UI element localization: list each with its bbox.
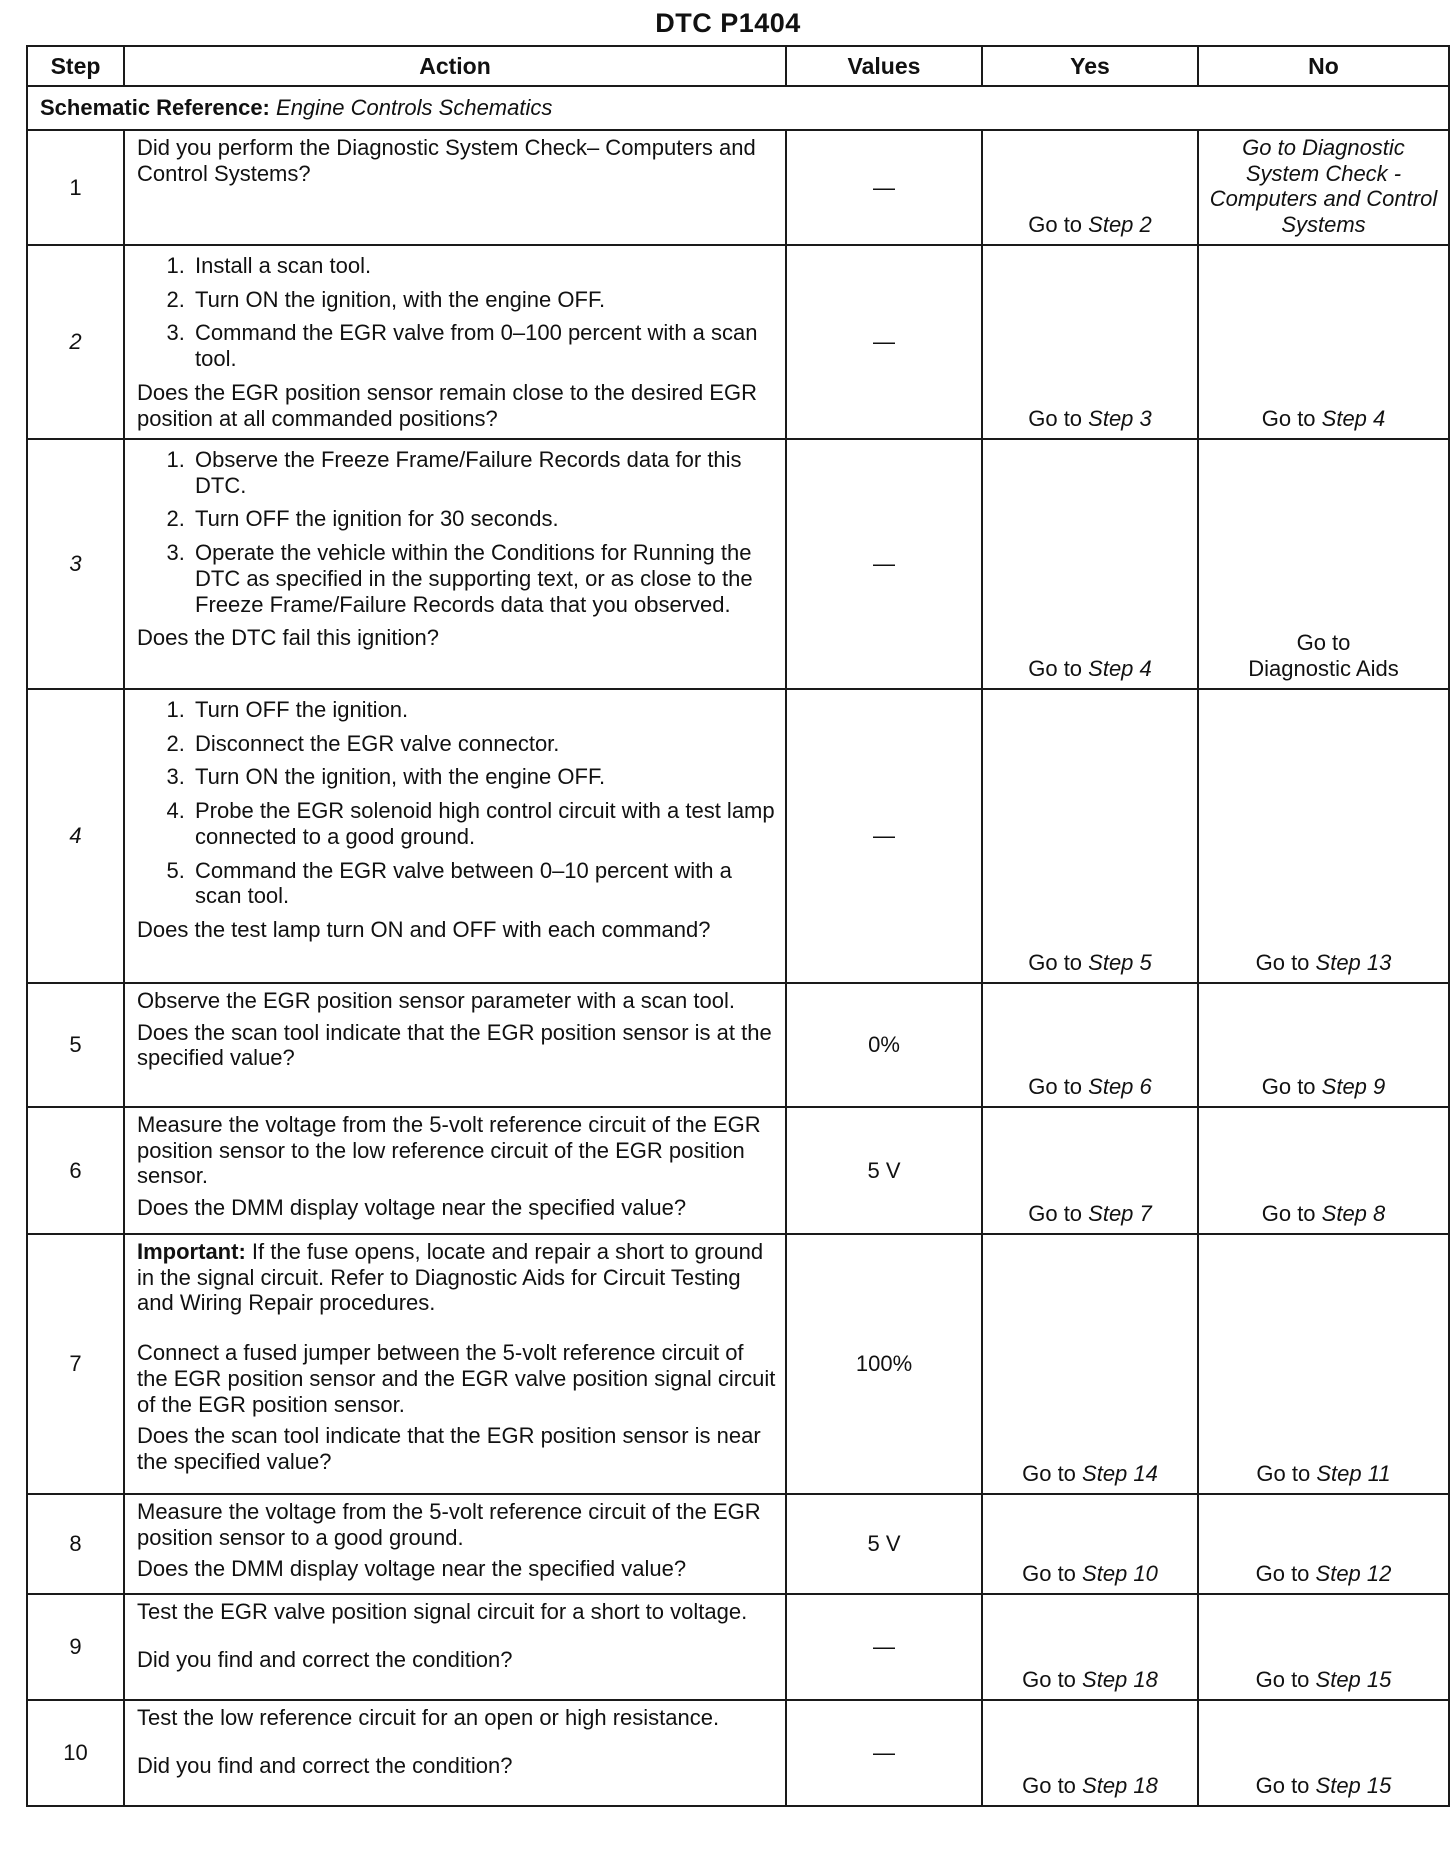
yes-prefix: Go to <box>1028 406 1089 432</box>
value-cell: 0% <box>786 983 982 1107</box>
list-item: 2. Disconnect the EGR valve connector. <box>191 731 777 757</box>
value-cell: 5 V <box>786 1494 982 1594</box>
action-instruction: Test the low reference circuit for an open or high resistance. <box>137 1704 720 1730</box>
value-cell: — <box>786 1700 982 1806</box>
yes-cell <box>982 439 1198 689</box>
spacer <box>137 1316 777 1340</box>
step-number: 8 <box>27 1494 124 1594</box>
no-prefix: Go to <box>1255 1561 1316 1587</box>
action-question: Did you perform the Diagnostic System Check– Computers and Control Systems? <box>137 135 756 186</box>
list-item: 3. Turn ON the ignition, with the engine OFF. <box>191 764 777 790</box>
no-step-link[interactable]: Step 11 <box>1316 1461 1391 1487</box>
no-cell <box>1198 1594 1449 1700</box>
no-step-link[interactable]: Step 15 <box>1315 1667 1392 1693</box>
no-step-link[interactable]: Step 13 <box>1315 950 1392 976</box>
no-prefix: Go to <box>1296 630 1351 656</box>
action-question: Does the DMM display voltage near the specified value? <box>137 1195 687 1221</box>
yes-prefix: Go to <box>1028 212 1089 238</box>
no-step-link[interactable]: Step 4 <box>1321 406 1386 432</box>
table-row <box>27 1234 1449 1494</box>
action-question: Does the scan tool indicate that the EGR position sensor is at the specified value? <box>137 1019 772 1071</box>
action-cell <box>124 1494 786 1594</box>
yes-step-link[interactable]: Step 4 <box>1088 656 1152 682</box>
action-instruction: Measure the voltage from the 5-volt reference circuit of the EGR position sensor to the low reference circuit of the EGR position sensor. <box>137 1111 761 1189</box>
no-step-link[interactable]: Step 8 <box>1321 1201 1386 1227</box>
yes-prefix: Go to <box>1022 1461 1083 1487</box>
important-note <box>137 1239 777 1316</box>
action-question: Does the DTC fail this ignition? <box>137 625 440 651</box>
value-cell: — <box>786 1594 982 1700</box>
no-cell <box>1198 130 1449 245</box>
yes-cell <box>982 245 1198 439</box>
action-cell <box>124 1107 786 1234</box>
table-row <box>27 689 1449 983</box>
yes-cell <box>982 1234 1198 1494</box>
schematic-reference <box>27 86 1449 130</box>
no-cell <box>1198 1494 1449 1594</box>
action-cell <box>124 439 786 689</box>
yes-step-link[interactable]: Step 14 <box>1082 1461 1158 1487</box>
action-instruction: Test the EGR valve position signal circuit for a short to voltage. <box>137 1598 748 1624</box>
step-number: 6 <box>27 1107 124 1234</box>
yes-prefix: Go to <box>1022 1561 1083 1587</box>
step-number: 7 <box>27 1234 124 1494</box>
step-number: 4 <box>27 689 124 983</box>
no-cell <box>1198 689 1449 983</box>
schematic-reference-link[interactable]: Engine Controls Schematics <box>276 95 553 121</box>
header-values: Values <box>786 46 982 86</box>
list-item: 2. Turn OFF the ignition for 30 seconds. <box>191 506 777 532</box>
action-question: Does the scan tool indicate that the EGR position sensor is near the specified value? <box>137 1423 761 1475</box>
table-row <box>27 1594 1449 1700</box>
action-cell <box>124 245 786 439</box>
value-cell: — <box>786 439 982 689</box>
yes-prefix: Go to <box>1028 1201 1089 1227</box>
value-cell: — <box>786 130 982 245</box>
list-item: 3. Command the EGR valve from 0–100 percent with a scan tool. <box>191 320 777 371</box>
yes-cell <box>982 130 1198 245</box>
yes-cell <box>982 689 1198 983</box>
no-cell <box>1198 1234 1449 1494</box>
action-question: Did you find and correct the condition? <box>137 1752 513 1778</box>
value-cell: 5 V <box>786 1107 982 1234</box>
no-cell <box>1198 983 1449 1107</box>
step-number: 9 <box>27 1594 124 1700</box>
action-cell <box>124 1700 786 1806</box>
yes-step-link[interactable]: Step 2 <box>1088 212 1152 238</box>
table-row <box>27 1700 1449 1806</box>
no-prefix: Go to <box>1256 1461 1317 1487</box>
page-title: DTC P1404 <box>655 8 801 38</box>
action-instruction: Measure the voltage from the 5-volt reference circuit of the EGR position sensor to a good ground. <box>137 1498 761 1550</box>
action-question: Does the test lamp turn ON and OFF with each command? <box>137 917 711 943</box>
list-item: 1. Observe the Freeze Frame/Failure Records data for this DTC. <box>191 447 777 498</box>
yes-step-link[interactable]: Step 18 <box>1082 1773 1158 1799</box>
procedure-list <box>137 697 777 909</box>
yes-step-link[interactable]: Step 6 <box>1088 1074 1152 1100</box>
value-cell: — <box>786 245 982 439</box>
action-question: Does the DMM display voltage near the specified value? <box>137 1556 687 1582</box>
procedure-list <box>137 253 777 372</box>
value-cell: 100% <box>786 1234 982 1494</box>
header-yes: Yes <box>982 46 1198 86</box>
list-item: 3. Operate the vehicle within the Conditions for Running the DTC as specified in the supporting text, or as close to the Freeze Frame/Failure Records data that you observed. <box>191 540 777 617</box>
schematic-reference-label: Schematic Reference: <box>40 95 270 121</box>
list-item: 4. Probe the EGR solenoid high control circuit with a test lamp connected to a good ground. <box>191 798 777 849</box>
list-item: 2. Turn ON the ignition, with the engine OFF. <box>191 287 777 313</box>
list-item: 1. Turn OFF the ignition. <box>191 697 777 723</box>
yes-step-link[interactable]: Step 10 <box>1082 1561 1158 1587</box>
yes-prefix: Go to <box>1022 1773 1083 1799</box>
action-instruction: Observe the EGR position sensor parameter with a scan tool. <box>137 987 735 1013</box>
table-row <box>27 439 1449 689</box>
step-number: 10 <box>27 1700 124 1806</box>
no-prefix: Go to <box>1261 406 1322 432</box>
step-number: 1 <box>27 130 124 245</box>
no-cell <box>1198 1107 1449 1234</box>
no-diagnostic-link[interactable]: Go to Diagnostic System Check - Computers and Control Systems <box>1209 135 1438 238</box>
no-cell <box>1198 1700 1449 1806</box>
no-prefix: Go to <box>1261 1201 1322 1227</box>
header-no: No <box>1198 46 1449 86</box>
yes-cell <box>982 1594 1198 1700</box>
table-row <box>27 983 1449 1107</box>
no-prefix: Go to <box>1255 1773 1316 1799</box>
table-row <box>27 130 1449 245</box>
action-cell <box>124 1594 786 1700</box>
step-number: 2 <box>27 245 124 439</box>
action-question: Did you find and correct the condition? <box>137 1646 513 1672</box>
yes-cell <box>982 983 1198 1107</box>
action-cell <box>124 983 786 1107</box>
no-prefix: Go to <box>1255 1667 1316 1693</box>
table-row <box>27 1494 1449 1594</box>
no-step-link[interactable]: Step 12 <box>1315 1561 1392 1587</box>
yes-cell <box>982 1107 1198 1234</box>
action-cell <box>124 130 786 245</box>
yes-prefix: Go to <box>1028 656 1089 682</box>
value-cell: — <box>786 689 982 983</box>
diagnostic-table <box>26 45 1450 1807</box>
yes-cell <box>982 1700 1198 1806</box>
yes-prefix: Go to <box>1022 1667 1083 1693</box>
no-cell <box>1198 245 1449 439</box>
table-header-row <box>27 46 1449 86</box>
action-instruction: Connect a fused jumper between the 5-volt reference circuit of the EGR position sensor and the EGR valve position signal circuit of the EGR position sensor. <box>137 1340 776 1417</box>
schematic-reference-row <box>27 86 1449 130</box>
yes-cell <box>982 1494 1198 1594</box>
action-cell <box>124 689 786 983</box>
step-number: 3 <box>27 439 124 689</box>
list-item: 5. Command the EGR valve between 0–10 percent with a scan tool. <box>191 858 777 909</box>
header-action: Action <box>124 46 786 86</box>
no-step-link[interactable]: Step 15 <box>1315 1773 1392 1799</box>
yes-prefix: Go to <box>1028 950 1089 976</box>
no-prefix: Go to <box>1261 1074 1322 1100</box>
yes-step-link[interactable]: Step 7 <box>1088 1201 1152 1227</box>
table-row <box>27 245 1449 439</box>
step-number: 5 <box>27 983 124 1107</box>
procedure-list <box>137 447 777 617</box>
important-label: Important: <box>137 1238 246 1264</box>
yes-step-link[interactable]: Step 18 <box>1082 1667 1158 1693</box>
no-step-link[interactable]: Step 9 <box>1321 1074 1386 1100</box>
table-row <box>27 1107 1449 1234</box>
no-diagnostic-aids-link[interactable]: Diagnostic Aids <box>1248 656 1399 682</box>
yes-prefix: Go to <box>1028 1074 1089 1100</box>
list-item: 1. Install a scan tool. <box>191 253 777 279</box>
yes-step-link[interactable]: Step 3 <box>1088 406 1152 432</box>
action-question: Does the EGR position sensor remain close to the desired EGR position at all commanded positions? <box>137 379 757 431</box>
header-step: Step <box>27 46 124 86</box>
yes-step-link[interactable]: Step 5 <box>1088 950 1152 976</box>
no-prefix: Go to <box>1255 950 1316 976</box>
no-cell <box>1198 439 1449 689</box>
important-text: If the fuse opens, locate and repair a short to ground in the signal circuit. Refer to Diagnostic Aids for Circuit Testing and Wiring Repair procedures. <box>137 1238 764 1316</box>
action-cell <box>124 1234 786 1494</box>
